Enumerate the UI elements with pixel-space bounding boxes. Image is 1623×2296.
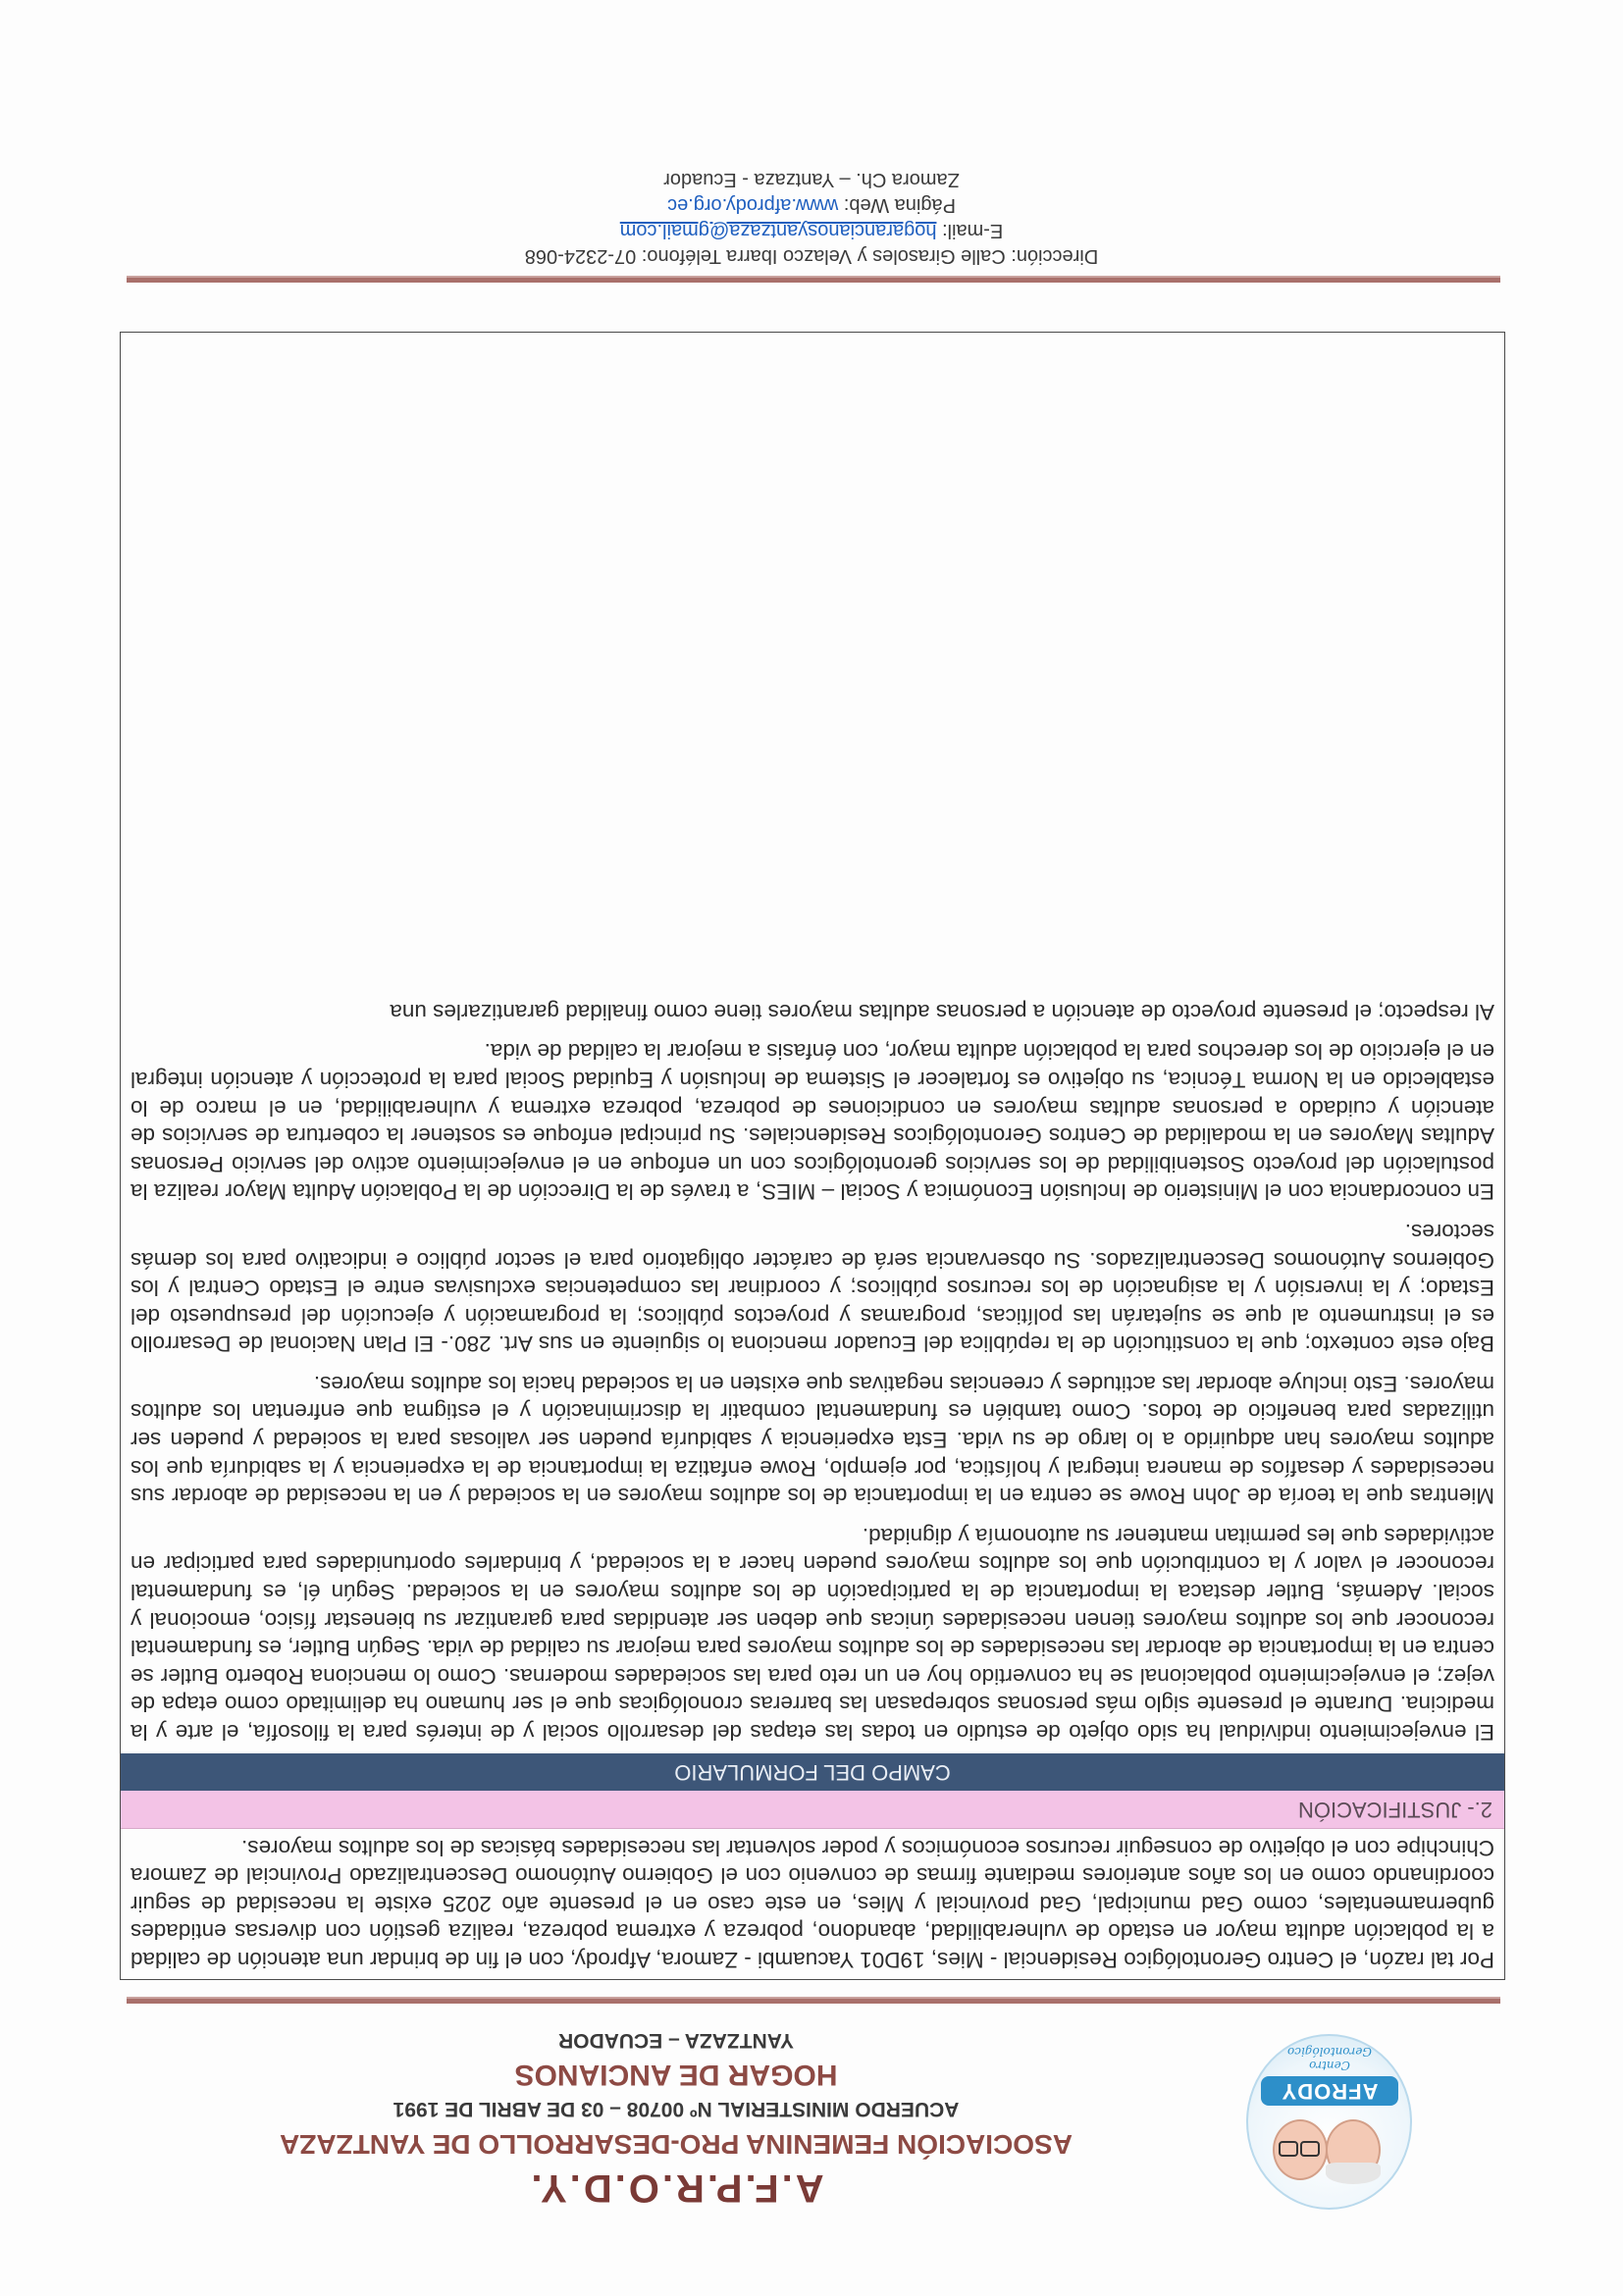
footer-city: Zamora Ch. – Yantzaza - Ecuador: [663, 169, 960, 190]
form-field-label: CAMPO DEL FORMULARIO: [121, 1753, 1504, 1791]
elderly-woman-face-icon: [1326, 2119, 1381, 2180]
footer-web-line: [0, 192, 1623, 218]
justification-paragraph: Al respecto; el presente proyecto de atención a personas adultas mayores tiene como finalidad garantizarles una: [390, 999, 1494, 1024]
footer: [0, 167, 1623, 269]
email-label: E-mail:: [936, 220, 1004, 241]
letterhead-text: [136, 2028, 1216, 2210]
elderly-man-face-icon: [1273, 2119, 1328, 2180]
website-link[interactable]: www.afprody.org.ec: [667, 194, 839, 216]
header-divider: [127, 1997, 1500, 2004]
letterhead: [136, 2013, 1412, 2210]
org-name: ASOCIACIÓN FEMENINA PRO-DESARROLLO DE YANTZAZA: [280, 2129, 1073, 2160]
form-content: [120, 332, 1505, 1980]
location: YANTZAZA – ECUADOR: [558, 2029, 794, 2052]
footer-divider: [127, 276, 1500, 283]
justification-paragraph: Mientras que la teoría de John Rowe se centra en la importancia de los adultos mayores en la sociedad y en la necesidad de abordar sus necesidades y desafíos de manera integral y holística, por ejemplo, Rowe enfatiza la importancia de la experiencia y la sabiduría que los adultos mayores han adquirido a lo largo de su vida. Esta experiencia y sabiduría pueden ser valiosas para la sociedad y pueden ser utilizadas para beneficio de todos. Como también es fundamental combatir la discriminación y el estigma que enfrentan los adultos mayores. Esto incluye abordar las actitudes y creencias negativas que existen en la sociedad hacia los adultos mayores.: [131, 1371, 1494, 1509]
justification-paragraph: En concordancia con el Ministerio de Inclusión Económica y Social – MIES, a través de la Dirección de la Población Adulta Mayor realiza la postulación del proyecto Sostenibilidad de los servicios gerontológicos con un enfoque en el envejecimiento activo del servicio Personas Adultas Mayores en la modalidad de Centros Gerontológicos Residenciales. Su principal enfoque es sostener la cobertura de servicios de atención y cuidado a personas adultas mayores en condiciones de pobreza, pobreza extrema y vulnerabilidad, en el marco de lo establecido en la Norma Técnica, su objetivo es fortalecer el Sistema de Inclusión y Equidad Social para la protección y atención integral en el ejercicio de los derechos para la población adulta mayor, con énfasis a mejorar la calidad de vida.: [131, 1039, 1494, 1205]
org-acronym: A.F.P.R.O.D.Y.: [528, 2166, 824, 2210]
afprody-logo: [1246, 2034, 1412, 2210]
logo-name: AFRODY: [1261, 2076, 1398, 2106]
section-title: 2.- JUSTIFICACIÓN: [121, 1791, 1504, 1829]
home-name: HOGAR DE ANCIANOS: [514, 2059, 838, 2091]
logo-subtitle: Centro Gerontológico: [1287, 2045, 1372, 2072]
justification-paragraph: Bajo este contexto; que la constitución de la república del Ecuador menciona lo siguiente en sus Art. 280.- El Plan Nacional de Desarrollo es el instrumento al que se sujetarán las políticas, programas y proyectos públicos; la programación y ejecución del presupuesto del Estado; y la inversión y la asignación de los recursos públicos; y coordinar las competencias exclusivas entre el Estado Central y los Gobiernos Autónomos Descentralizados. Su observancia será de carácter obligatorio para el sector público e indicativo para los demás sectores.: [131, 1219, 1494, 1357]
footer-address: Dirección: Calle Girasoles y Velazco Ibarra Teléfono: 07-2324-068: [524, 245, 1099, 267]
footer-email-line: [0, 218, 1623, 243]
ministerial-agreement: ACUERDO MINISTERIAL Nº 00708 – 03 DE ABRIL DE 1991: [393, 2098, 960, 2120]
email-link[interactable]: hogarancianosyantzaza@gmail.com: [619, 220, 937, 241]
justification-paragraph: El envejecimiento individual ha sido objeto de estudio en todas las etapas del desarrollo social y de interés para la filosofía, el arte y la medicina. Durante el presente siglo más personas sobrepasan las barreras cronológicas que el ser humano ha delimitado como etapa de vejez; el envejecimiento poblacional se ha convertido hoy en un reto para las sociedades modernas. Como lo menciona Roberto Butler se centra en la importancia de abordar las necesidades de los adultos mayores para mejorar su calidad de vida. Según Butler, es fundamental reconocer que los adultos mayores tienen necesidades únicas que deben ser atendidas para garantizar su bienestar físico, emocional y social. Además, Butler destaca la importancia de la participación de los adultos mayores en la sociedad. Según él, es fundamental reconocer el valor y la contribución que los adultos mayores pueden hacer a la sociedad, y brindarles oportunidades para participar en actividades que les permitan mantener su autonomía y dignidad.: [131, 1523, 1494, 1746]
intro-paragraph: Por tal razón, el Centro Gerontológico Residencial - Mies, 19D01 Yacuambi - Zamora, Afprody, con el fin de brindar una atención de calidad a la población adulta mayor en estado de vulnerabilidad, abandono, pobreza y extrema pobreza, realiza gestión con diversas entidades gubernamentales, como Gad municipal, Gad provincial y Mies, en este caso en el presente año 2025 existe la necesidad de seguir coordinando como en los años anteriores mediante firmas de convenio con el Gobierno Autónomo Descentralizado Provincial de Zamora Chinchipe con el objetivo de conseguir recursos económicos y poder solventar las necesidades básicas de los adultos mayores.: [131, 1835, 1494, 1972]
web-label: Página Web:: [838, 194, 956, 216]
